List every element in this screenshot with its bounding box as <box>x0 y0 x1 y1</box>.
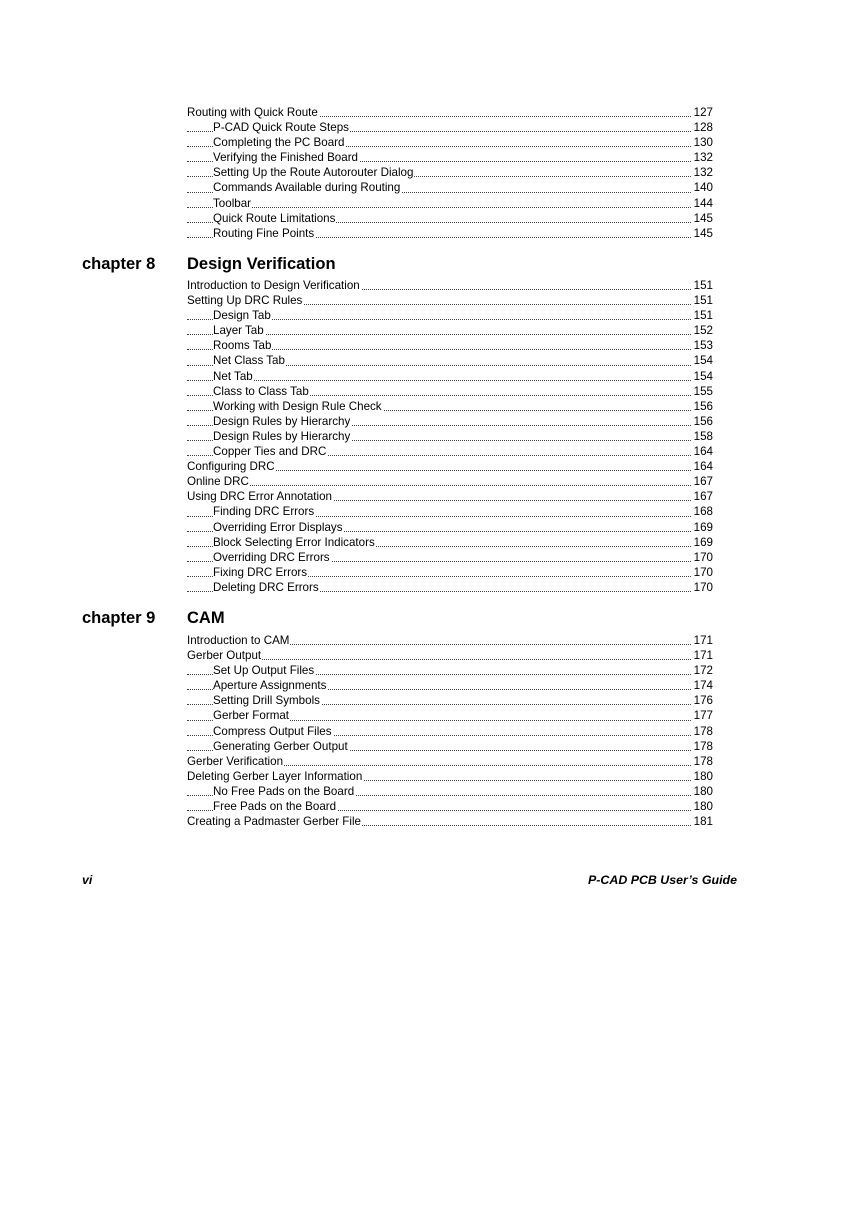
toc-block-routing <box>187 105 713 241</box>
toc-entry[interactable] <box>187 323 713 338</box>
toc-entry-page-number: 168 <box>693 505 713 519</box>
toc-entry[interactable] <box>187 693 713 708</box>
toc-entry[interactable] <box>187 211 713 226</box>
toc-entry-page-number: 180 <box>693 784 713 798</box>
toc-entry[interactable] <box>187 105 713 120</box>
dot-leader <box>187 659 713 660</box>
toc-entry[interactable] <box>187 550 713 565</box>
toc-entry[interactable] <box>187 150 713 165</box>
toc-entry-page-number: 167 <box>693 475 713 489</box>
toc-entry[interactable] <box>187 739 713 754</box>
toc-entry[interactable] <box>187 196 713 211</box>
toc-entry-page-number: 178 <box>693 739 713 753</box>
toc-entry-title: Gerber Verification <box>187 754 284 768</box>
toc-entry-page-number: 151 <box>693 309 713 323</box>
toc-block-cam <box>187 633 713 829</box>
toc-entry-page-number: 145 <box>693 211 713 225</box>
toc-entry[interactable] <box>187 504 713 519</box>
toc-entry-title: Rooms Tab <box>213 339 272 353</box>
toc-entry-page-number: 169 <box>693 520 713 534</box>
toc-entry[interactable] <box>187 489 713 504</box>
toc-entry-page-number: 180 <box>693 769 713 783</box>
toc-entry-page-number: 181 <box>693 815 713 829</box>
toc-entry[interactable] <box>187 565 713 580</box>
toc-entry-title: Commands Available during Routing <box>213 181 401 195</box>
toc-entry-title: Online DRC <box>187 475 249 489</box>
chapter-title-8: Design Verification <box>187 255 336 273</box>
toc-entry[interactable] <box>187 369 713 384</box>
toc-entry-title: Net Tab <box>213 369 253 383</box>
toc-entry-title: Copper Ties and DRC <box>213 445 327 459</box>
toc-entry[interactable] <box>187 429 713 444</box>
toc-entry-page-number: 151 <box>693 294 713 308</box>
toc-entry-title: Net Class Tab <box>213 354 285 368</box>
toc-entry-page-number: 155 <box>693 384 713 398</box>
toc-entry-title: Compress Output Files <box>213 724 332 738</box>
dot-leader <box>187 207 713 208</box>
toc-entry[interactable] <box>187 278 713 293</box>
toc-entry[interactable] <box>187 135 713 150</box>
toc-entry-page-number: 154 <box>693 369 713 383</box>
toc-entry-title: Routing with Quick Route <box>187 106 318 119</box>
toc-entry-title: Generating Gerber Output <box>213 739 348 753</box>
toc-entry[interactable] <box>187 648 713 663</box>
toc-entry-title: Overriding DRC Errors <box>213 550 330 564</box>
toc-entry-title: Aperture Assignments <box>213 679 327 693</box>
toc-entry[interactable] <box>187 799 713 814</box>
toc-entry-title: Fixing DRC Errors <box>213 565 308 579</box>
dot-leader <box>187 485 713 486</box>
toc-entry[interactable] <box>187 414 713 429</box>
toc-entry-title: Free Pads on the Board <box>213 800 337 814</box>
toc-entry-page-number: 180 <box>693 800 713 814</box>
toc-block-design-verification <box>187 278 713 595</box>
toc-entry-page-number: 158 <box>693 429 713 443</box>
toc-entry-page-number: 128 <box>693 121 713 135</box>
toc-entry[interactable] <box>187 165 713 180</box>
toc-entry-title: Routing Fine Points <box>213 226 315 240</box>
toc-entry-page-number: 127 <box>693 106 713 119</box>
toc-entry-title: Design Tab <box>213 309 271 323</box>
toc-entry-title: Creating a Padmaster Gerber File <box>187 815 361 829</box>
toc-entry-title: Gerber Output <box>187 649 262 663</box>
footer-page-number: vi <box>82 873 93 887</box>
toc-entry-title: P-CAD Quick Route Steps <box>213 121 349 135</box>
toc-entry[interactable] <box>187 769 713 784</box>
toc-entry-title: No Free Pads on the Board <box>213 784 355 798</box>
toc-entry-page-number: 164 <box>693 460 713 474</box>
footer-book-title: P-CAD PCB User’s Guide <box>588 873 737 887</box>
toc-entry[interactable] <box>187 520 713 535</box>
toc-entry-title: Toolbar <box>213 196 252 210</box>
toc-entry-title: Block Selecting Error Indicators <box>213 535 375 549</box>
toc-entry[interactable] <box>187 814 713 829</box>
toc-entry-page-number: 178 <box>693 724 713 738</box>
toc-entry[interactable] <box>187 180 713 195</box>
toc-entry-page-number: 178 <box>693 754 713 768</box>
toc-entry[interactable] <box>187 708 713 723</box>
toc-entry-page-number: 132 <box>693 151 713 165</box>
dot-leader <box>187 334 713 335</box>
toc-entry-page-number: 171 <box>693 634 713 647</box>
toc-entry-title: Set Up Output Files <box>213 664 315 678</box>
toc-entry-title: Class to Class Tab <box>213 384 309 398</box>
toc-entry-title: Setting Up the Route Autorouter Dialog <box>213 166 414 180</box>
toc-entry-title: Working with Design Rule Check <box>213 399 382 413</box>
toc-entry-title: Finding DRC Errors <box>213 505 315 519</box>
toc-entry-page-number: 176 <box>693 694 713 708</box>
toc-entry-page-number: 170 <box>693 565 713 579</box>
toc-entry-page-number: 153 <box>693 339 713 353</box>
toc-entry-title: Verifying the Finished Board <box>213 151 359 165</box>
toc-entry[interactable] <box>187 308 713 323</box>
toc-entry-page-number: 167 <box>693 490 713 504</box>
chapter-title-9: CAM <box>187 609 225 627</box>
toc-entry-title: Configuring DRC <box>187 460 275 474</box>
toc-entry-page-number: 156 <box>693 399 713 413</box>
toc-entry[interactable] <box>187 535 713 550</box>
toc-entry[interactable] <box>187 353 713 368</box>
toc-entry-title: Design Rules by Hierarchy <box>213 414 351 428</box>
toc-entry[interactable] <box>187 474 713 489</box>
toc-entry-title: Layer Tab <box>213 324 264 338</box>
toc-entry-page-number: 156 <box>693 414 713 428</box>
dot-leader <box>187 380 713 381</box>
toc-entry-title: Setting Up DRC Rules <box>187 294 303 308</box>
toc-entry-page-number: 170 <box>693 550 713 564</box>
toc-entry-title: Introduction to CAM <box>187 634 290 647</box>
toc-entry-title: Quick Route Limitations <box>213 211 336 225</box>
toc-entry[interactable] <box>187 399 713 414</box>
toc-entry-title: Design Rules by Hierarchy <box>213 429 351 443</box>
toc-entry-title: Completing the PC Board <box>213 136 345 150</box>
toc-entry-title: Deleting Gerber Layer Information <box>187 769 363 783</box>
toc-entry[interactable] <box>187 754 713 769</box>
toc-entry[interactable] <box>187 580 713 595</box>
toc-entry-title: Using DRC Error Annotation <box>187 490 332 504</box>
toc-entry-page-number: 152 <box>693 324 713 338</box>
toc-entry-title: Deleting DRC Errors <box>213 580 319 594</box>
toc-entry[interactable] <box>187 226 713 241</box>
toc-entry-page-number: 144 <box>693 196 713 210</box>
toc-entry[interactable] <box>187 784 713 799</box>
toc-entry-page-number: 169 <box>693 535 713 549</box>
toc-entry-page-number: 130 <box>693 136 713 150</box>
toc-entry-title: Introduction to Design Verification <box>187 279 360 292</box>
chapter-label-8: chapter 8 <box>82 255 156 273</box>
toc-entry-page-number: 172 <box>693 664 713 678</box>
toc-entry[interactable] <box>187 459 713 474</box>
toc-entry[interactable] <box>187 633 713 648</box>
toc-entry[interactable] <box>187 724 713 739</box>
toc-entry-page-number: 132 <box>693 166 713 180</box>
toc-entry[interactable] <box>187 338 713 353</box>
toc-entry[interactable] <box>187 120 713 135</box>
toc-entry-page-number: 164 <box>693 445 713 459</box>
toc-entry[interactable] <box>187 663 713 678</box>
toc-entry-page-number: 171 <box>693 649 713 663</box>
chapter-label-9: chapter 9 <box>82 609 156 627</box>
toc-entry-page-number: 145 <box>693 226 713 240</box>
toc-entry[interactable] <box>187 384 713 399</box>
toc-entry[interactable] <box>187 444 713 459</box>
toc-entry-page-number: 154 <box>693 354 713 368</box>
toc-entry-title: Overriding Error Displays <box>213 520 343 534</box>
toc-entry-title: Setting Drill Symbols <box>213 694 320 708</box>
toc-entry-title: Gerber Format <box>213 709 290 723</box>
toc-entry[interactable] <box>187 293 713 308</box>
toc-entry-page-number: 174 <box>693 679 713 693</box>
toc-entry-page-number: 177 <box>693 709 713 723</box>
toc-entry[interactable] <box>187 678 713 693</box>
toc-entry-page-number: 151 <box>693 279 713 292</box>
toc-entry-page-number: 140 <box>693 181 713 195</box>
toc-entry-page-number: 170 <box>693 580 713 594</box>
